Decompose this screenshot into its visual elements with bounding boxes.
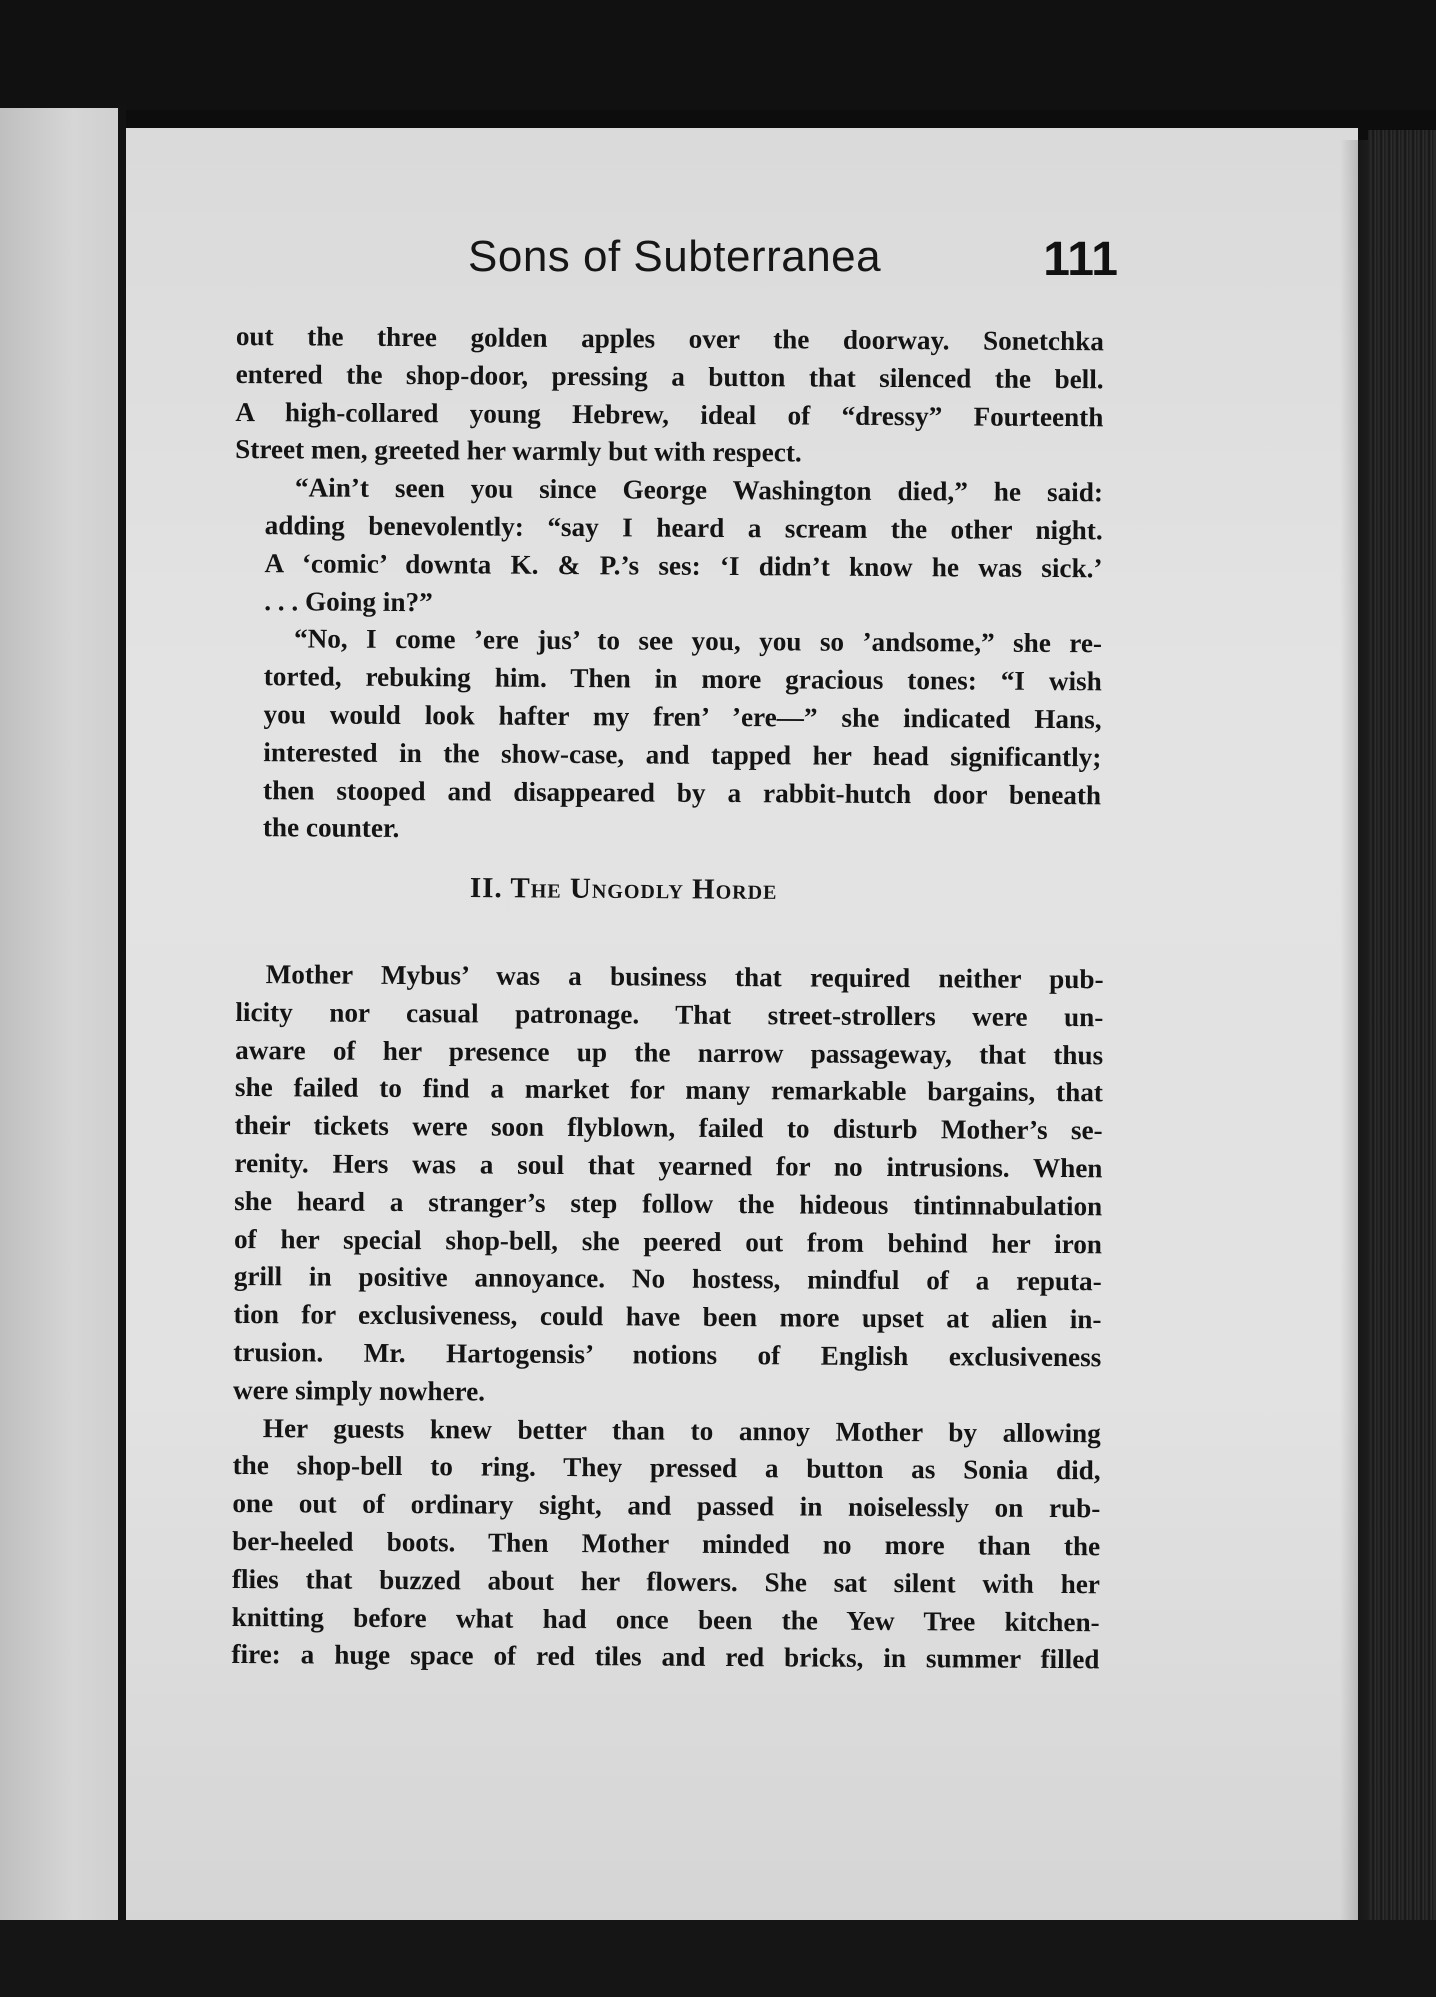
text-line: torted, rebuking him. Then in more gracious tones: “I wish [263,661,1102,697]
text-line: she heard a stranger’s step follow the hideous tintinnabulation [234,1185,1103,1222]
text-line: entered the shop-door, pressing a button that silenced the bell. [235,358,1104,395]
text-line: she failed to find a market for many remarkable bargains, that [234,1072,1104,1108]
text-line: . . . Going in?” [264,585,433,617]
text-line: “No, I come ’ere jus’ to see you, you so ’andsome,” she re- [293,623,1103,659]
text-line: you would look hafter my fren’ ’ere—” she indicated Hans, [263,699,1102,735]
paragraph [233,620,1102,852]
text-line: licity nor casual patronage. That street-strollers were un- [235,996,1104,1033]
text-line: Street men, greeted her warmly but with respect. [235,434,802,468]
text-line: trusion. Mr. Hartogensis’ notions of English exclusiveness [233,1336,1102,1373]
text-line: aware of her presence up the narrow passageway, that thus [235,1034,1104,1070]
text-line: A ‘comic’ downta K. & P.’s ses: ‘I didn’t know he was sick.’ [264,547,1103,584]
text-line: the counter. [262,812,400,844]
text-line: renity. Hers was a soul that yearned for no intrusions. When [234,1147,1103,1184]
text-line: adding benevolently: “say I heard a scream the other night. [264,510,1103,546]
text-line: the shop-bell to ring. They pressed a button as Sonia did, [232,1450,1101,1486]
text-line: knitting before what had once been the Yew Tree kitchen- [231,1601,1100,1637]
text-line: Her guests knew better than to annoy Mother by allowing [262,1412,1101,1448]
running-title: Sons of Subterranea [468,232,882,281]
paragraph [233,956,1104,1415]
facing-page-edge [0,108,122,1928]
paragraph [235,318,1104,474]
page-header [468,232,1118,302]
scan-dark-border-top [0,0,1436,110]
page-shadow [1340,140,1370,1930]
paragraph [231,1410,1101,1680]
text-line: fire: a huge space of red tiles and red bricks, in summer filled [231,1639,1100,1675]
scan-dark-border-bottom [0,1920,1436,1997]
text-line: flies that buzzed about her flowers. She sat silent with her [231,1563,1101,1600]
section-heading: II. The Ungodly Horde [469,872,778,906]
book-gutter [118,105,126,1935]
paragraph [234,469,1103,625]
text-line: out the three golden apples over the doorway. Sonetchka [235,320,1104,357]
text-block-upper [233,318,1104,852]
text-line: Mother Mybus’ was a business that required neither pub- [265,959,1104,995]
text-block-lower [231,912,1104,1679]
text-line: tion for exclusiveness, could have been more upset at alien in- [233,1299,1102,1335]
text-line: of her special shop-bell, she peered out from behind her iron [233,1223,1103,1259]
text-line: ber-heeled boots. Then Mother minded no more than the [232,1525,1101,1562]
text-line: were simply nowhere. [232,1374,486,1407]
text-line: A high-collared young Hebrew, ideal of “dressy” Fourteenth [235,396,1104,432]
text-line: grill in positive annoyance. No hostess, mindful of a reputa- [233,1261,1102,1297]
text-line: “Ain’t seen you since George Washington died,” he said: [294,472,1104,508]
text-line: then stooped and disappeared by a rabbit-hutch door beneath [263,774,1102,810]
text-line: their tickets were soon flyblown, failed to disturb Mother’s se- [234,1110,1103,1146]
text-line: interested in the show-case, and tapped her head significantly; [263,736,1102,773]
page-number: 111 [1043,233,1118,286]
page-stack-edge [1368,130,1436,1997]
text-line: one out of ordinary sight, and passed in noiselessly on rub- [232,1488,1101,1524]
